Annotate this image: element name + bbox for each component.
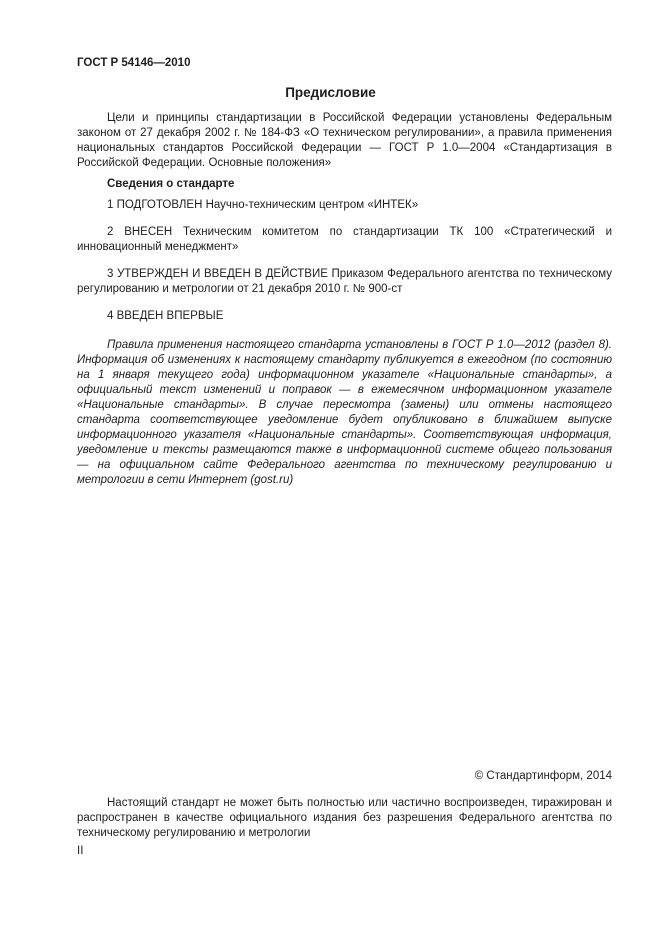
page-number: II	[77, 845, 84, 857]
section-title: Предисловие	[285, 85, 376, 100]
info-item-approved: 3 УТВЕРЖДЕН И ВВЕДЕН В ДЕЙСТВИЕ Приказом Федерального агентства по техническому регулированию и метрологии от 21 декабря 2010 г. № 900-ст	[77, 268, 612, 295]
copyright-notice: © Стандартинформ, 2014	[474, 770, 612, 782]
reproduction-restriction: Настоящий стандарт не может быть полностью или частично воспроизведен, тиражирован и распространен в качестве официального издания без разрешения Федерального агентства по техническому регулированию и метрологии	[77, 797, 612, 839]
info-item-submitted: 2 ВНЕСЕН Техническим комитетом по стандартизации ТК 100 «Стратегический и инновационный менеджмент»	[77, 226, 612, 253]
page-footer	[77, 769, 612, 859]
info-item-prepared: 1 ПОДГОТОВЛЕН Научно-техническим центром «ИНТЕК»	[107, 199, 419, 211]
info-item-first-edition: 4 ВВЕДЕН ВПЕРВЫЕ	[107, 310, 224, 322]
intro-paragraph: Цели и принципы стандартизации в Российской Федерации установлены Федеральным законом от 27 декабря 2002 г. № 184-ФЗ «О техническом регулировании», а правила применения национальных стандартов Российской Федерации — ГОСТ Р 1.0—2004 «Стандартизация в Российской Федерации. Основные положения»	[77, 112, 612, 169]
standard-designation: ГОСТ Р 54146—2010	[77, 57, 191, 69]
application-rules-note: Правила применения настоящего стандарта установлены в ГОСТ Р 1.0—2012 (раздел 8). Информация об изменениях к настоящему стандарту публикуется в ежегодном (по состоянию на 1 января текущего года) информационном указателе «Национальные стандарты», а официальный текст изменений и поправок — в ежемесячном информационном указателе «Национальные стандарты». В случае пересмотра (замены) или отмены настоящего стандарта соответствующее уведомление будет опубликовано в ближайшем выпуске информационного указателя «Национальные стандарты». Соответствующая информация, уведомление и тексты размещаются также в информационной системе общего пользования — на официальном сайте Федерального агентства по техническому регулированию и метрологии в сети Интернет (gost.ru)	[77, 339, 612, 486]
standard-info-heading: Сведения о стандарте	[107, 178, 235, 190]
